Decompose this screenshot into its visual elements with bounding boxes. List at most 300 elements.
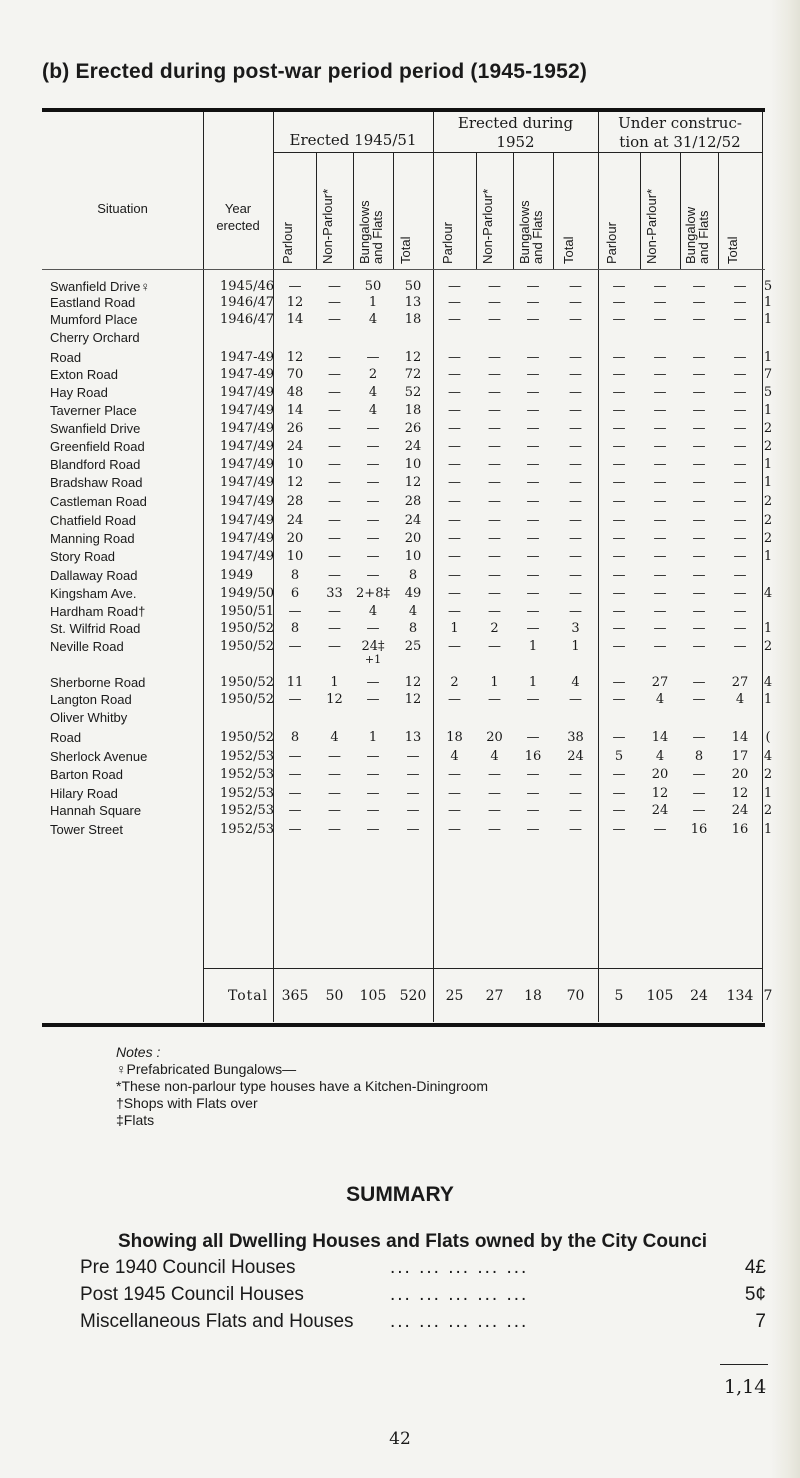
value-cell: —: [448, 639, 461, 654]
situation-cell: Castleman Road: [50, 494, 147, 509]
value-cell: 20: [651, 767, 669, 782]
situation-cell: Swanfield Drive: [50, 421, 141, 436]
year-cell: 1950/52: [220, 730, 275, 745]
value-cell: —: [612, 786, 626, 801]
value-cell: 2: [763, 767, 773, 782]
value-cell: —: [612, 621, 626, 636]
situation-cell: Road: [50, 350, 82, 365]
summary-line: [80, 1311, 770, 1335]
table-row: [42, 730, 772, 749]
value-cell: —: [653, 350, 667, 365]
summary-line-value: 5¢: [744, 1284, 766, 1305]
value-cell: —: [569, 367, 582, 382]
value-cell: —: [406, 822, 420, 837]
value-cell: —: [612, 803, 626, 818]
grid-line: [680, 153, 681, 269]
value-cell: —: [692, 494, 706, 509]
total-cell: 70: [566, 988, 585, 1004]
value-cell: 50: [364, 279, 382, 294]
value-cell: 1: [763, 692, 773, 707]
situation-cell: Oliver Whitby: [50, 710, 128, 725]
total-cell: 105: [646, 988, 674, 1004]
value-cell: 4: [368, 312, 378, 327]
value-cell: 28: [404, 494, 422, 509]
value-cell: —: [328, 621, 341, 636]
year-cell: 1952/53: [220, 749, 275, 764]
table-row: [42, 803, 772, 822]
summary-line-label: Miscellaneous Flats and Houses: [80, 1311, 354, 1332]
value-cell: —: [569, 457, 582, 472]
value-cell: —: [612, 350, 626, 365]
situation-cell: Hay Road: [50, 385, 108, 400]
value-cell: —: [366, 350, 380, 365]
value-cell: —: [448, 279, 461, 294]
grid-line: [203, 968, 762, 969]
value-cell: 4: [450, 749, 459, 764]
table-row: [42, 621, 772, 640]
value-cell: —: [488, 549, 501, 564]
note-line: *These non-parlour type houses have a Kitchen-Diningroom: [116, 1078, 488, 1094]
value-cell: —: [448, 692, 461, 707]
value-cell: —: [328, 531, 341, 546]
value-cell: —: [448, 421, 461, 436]
value-cell: —: [448, 604, 461, 619]
value-cell: —: [328, 786, 341, 801]
value-cell: —: [488, 531, 501, 546]
value-cell: —: [328, 767, 341, 782]
situation-cell: Neville Road: [50, 639, 124, 654]
value-cell: —: [328, 568, 341, 583]
value-cell: 4: [490, 749, 499, 764]
value-cell: —: [488, 767, 501, 782]
year-cell: 1946/47: [220, 312, 275, 327]
value-cell: —: [692, 767, 706, 782]
table-row: [42, 749, 772, 768]
value-cell: —: [366, 513, 380, 528]
value-cell: —: [692, 513, 706, 528]
value-cell: —: [488, 604, 501, 619]
year-cell: 1947/49: [220, 494, 275, 509]
value-cell: 1: [528, 675, 538, 690]
summary-line-dots: ... ... ... ... ...: [390, 1284, 529, 1305]
value-cell: —: [448, 350, 461, 365]
value-cell: 4: [330, 730, 339, 745]
value-cell: —: [692, 350, 706, 365]
situation-cell: Exton Road: [50, 367, 118, 382]
grid-line: [553, 153, 554, 269]
value-cell: 5: [763, 279, 773, 294]
value-cell: 2: [450, 675, 459, 690]
value-cell: 2: [763, 531, 773, 546]
value-cell: —: [328, 367, 341, 382]
col-bungalows-1: Bungalows and Flats: [357, 200, 385, 264]
value-cell: —: [569, 403, 582, 418]
value-cell: 70: [286, 367, 304, 382]
value-cell: —: [366, 568, 380, 583]
table-row: [42, 403, 772, 422]
value-cell: —: [526, 494, 540, 509]
value-cell: 1: [763, 621, 773, 636]
value-cell: —: [526, 604, 540, 619]
value-cell: 4: [735, 692, 745, 707]
value-cell: 5: [763, 385, 773, 400]
value-cell: 1: [368, 730, 378, 745]
value-cell: —: [366, 675, 380, 690]
value-cell: —: [733, 312, 747, 327]
value-cell: —: [366, 692, 380, 707]
value-cell: —: [733, 457, 747, 472]
grid-line: [393, 153, 394, 269]
situation-cell: Hannah Square: [50, 803, 142, 818]
value-cell: —: [733, 295, 747, 310]
notes: [116, 1044, 488, 1129]
value-cell: 50: [404, 279, 422, 294]
value-cell: —: [488, 279, 501, 294]
summary-title: SUMMARY: [346, 1183, 454, 1206]
value-cell: —: [366, 439, 380, 454]
value-cell: —: [653, 457, 667, 472]
value-cell: —: [692, 279, 706, 294]
summary-total: 1,14: [724, 1376, 767, 1398]
value-cell: 12: [286, 475, 304, 490]
year-cell: 1947/49: [220, 457, 275, 472]
summary-subtitle: Showing all Dwelling Houses and Flats owned by the City Counci: [118, 1231, 708, 1252]
value-cell: 26: [286, 421, 304, 436]
value-cell: —: [328, 295, 341, 310]
value-cell: —: [733, 568, 747, 583]
value-cell: —: [526, 279, 540, 294]
table-row: [42, 531, 772, 550]
value-cell: 12: [404, 675, 422, 690]
value-cell: 10: [286, 549, 304, 564]
situation-cell: Chatfield Road: [50, 513, 136, 528]
value-cell: —: [653, 513, 667, 528]
value-cell: —: [488, 586, 501, 601]
value-cell: —: [612, 586, 626, 601]
value-cell: —: [692, 421, 706, 436]
value-cell: 1: [763, 786, 773, 801]
value-cell: —: [692, 675, 706, 690]
value-cell: —: [526, 730, 540, 745]
value-cell: 1: [763, 549, 773, 564]
note-line: ‡Flats: [116, 1112, 155, 1128]
value-cell: —: [692, 385, 706, 400]
value-cell: —: [612, 403, 626, 418]
year-cell: 1952/53: [220, 767, 275, 782]
value-cell: —: [692, 475, 706, 490]
value-cell: 2: [763, 439, 773, 454]
value-cell: —: [488, 295, 501, 310]
year-cell: 1947/49: [220, 421, 275, 436]
value-cell: —: [288, 692, 302, 707]
value-cell: 10: [404, 457, 422, 472]
grid-line: [476, 153, 477, 269]
value-cell: —: [488, 350, 501, 365]
value-cell: —: [526, 475, 540, 490]
col-bungalow-3: Bungalow and Flats: [683, 206, 711, 264]
year-cell: 1947/49: [220, 513, 275, 528]
value-cell: —: [448, 367, 461, 382]
table-row: [42, 549, 772, 568]
total-cell: 365: [281, 988, 309, 1004]
situation-cell: Langton Road: [50, 692, 132, 707]
table-row: [42, 568, 772, 587]
value-cell: —: [733, 549, 747, 564]
value-cell: 8: [290, 730, 300, 745]
value-cell: 1: [763, 822, 773, 837]
value-cell: 12: [286, 295, 304, 310]
value-cell: —: [488, 457, 501, 472]
value-cell: —: [406, 767, 420, 782]
value-cell: 1: [763, 475, 773, 490]
situation-cell: Tower Street: [50, 822, 123, 837]
value-cell: 1: [763, 457, 773, 472]
value-cell: —: [612, 295, 626, 310]
value-cell: —: [733, 385, 747, 400]
value-cell: —: [488, 367, 501, 382]
value-cell: 12: [404, 692, 422, 707]
value-cell: 49: [404, 586, 422, 601]
value-cell: —: [526, 692, 540, 707]
value-cell: 17: [731, 749, 749, 764]
value-cell: —: [526, 767, 540, 782]
value-cell: —: [612, 568, 626, 583]
value-cell: —: [526, 822, 540, 837]
situation-cell: Cherry Orchard: [50, 330, 140, 345]
value-cell: —: [328, 403, 341, 418]
value-cell: 3: [571, 621, 580, 636]
value-cell: —: [569, 385, 582, 400]
value-cell: 8: [408, 568, 418, 583]
value-cell: —: [448, 803, 461, 818]
summary-line-label: Post 1945 Council Houses: [80, 1284, 304, 1305]
value-cell: —: [733, 439, 747, 454]
value-cell: —: [653, 312, 667, 327]
value-cell: —: [366, 494, 380, 509]
value-cell: —: [733, 513, 747, 528]
value-cell: 2: [763, 639, 773, 654]
value-cell: —: [612, 279, 626, 294]
value-cell: 25: [404, 639, 422, 654]
situation-cell: Bradshaw Road: [50, 475, 143, 490]
value-cell: 20: [404, 531, 422, 546]
value-cell: —: [328, 279, 341, 294]
table-row: [42, 457, 772, 476]
value-cell: —: [692, 604, 706, 619]
value-cell: —: [569, 549, 582, 564]
value-subnote: +1: [364, 653, 382, 666]
value-cell: —: [288, 639, 302, 654]
summary-line-value: 7: [755, 1311, 766, 1332]
value-cell: —: [569, 822, 582, 837]
value-cell: —: [448, 403, 461, 418]
col-total-2: Total: [561, 236, 576, 264]
value-cell: —: [733, 475, 747, 490]
value-cell: 4: [655, 749, 665, 764]
value-cell: —: [569, 786, 582, 801]
col-nonparlour-3: Non-Parlour*: [644, 188, 659, 264]
group-header-erected-1952: Erected during 1952: [457, 114, 574, 151]
value-cell: —: [448, 457, 461, 472]
value-cell: 24: [286, 439, 304, 454]
value-cell: 24: [651, 803, 669, 818]
value-cell: —: [366, 421, 380, 436]
value-cell: 1: [528, 639, 538, 654]
value-cell: —: [569, 767, 582, 782]
value-cell: —: [488, 494, 501, 509]
value-cell: —: [526, 568, 540, 583]
value-cell: 4: [763, 675, 773, 690]
value-cell: —: [569, 421, 582, 436]
value-cell: 4: [655, 692, 665, 707]
value-cell: —: [328, 475, 341, 490]
value-cell: —: [488, 475, 501, 490]
value-cell: —: [569, 350, 582, 365]
value-cell: 8: [694, 749, 704, 764]
value-cell: —: [612, 675, 626, 690]
value-cell: —: [692, 586, 706, 601]
value-cell: —: [733, 621, 747, 636]
value-cell: 24: [404, 439, 422, 454]
situation-cell: St. Wilfrid Road: [50, 621, 141, 636]
value-cell: —: [692, 439, 706, 454]
table-row: [42, 312, 772, 331]
value-cell: 28: [286, 494, 304, 509]
page-edge: [770, 0, 800, 1478]
total-cell: 134: [726, 988, 754, 1004]
value-cell: —: [406, 749, 420, 764]
value-cell: —: [526, 786, 540, 801]
value-cell: —: [328, 494, 341, 509]
value-cell: 27: [731, 675, 749, 690]
col-total-3: Total: [725, 236, 740, 264]
value-cell: —: [526, 350, 540, 365]
value-cell: —: [328, 639, 341, 654]
value-cell: 18: [446, 730, 463, 745]
value-cell: —: [653, 531, 667, 546]
value-cell: —: [653, 421, 667, 436]
table-row: [42, 421, 772, 440]
value-cell: 1: [763, 312, 773, 327]
value-cell: —: [488, 403, 501, 418]
value-cell: —: [328, 604, 341, 619]
value-cell: —: [328, 749, 341, 764]
value-cell: 2: [490, 621, 499, 636]
situation-cell: Eastland Road: [50, 295, 136, 310]
year-cell: 1947/49: [220, 531, 275, 546]
value-cell: —: [569, 586, 582, 601]
table-row: [42, 385, 772, 404]
value-cell: —: [526, 295, 540, 310]
table-row: [42, 330, 772, 349]
value-cell: 14: [651, 730, 669, 745]
year-cell: 1950/52: [220, 639, 275, 654]
value-cell: —: [328, 312, 341, 327]
value-cell: 1: [490, 675, 499, 690]
value-cell: 20: [286, 531, 304, 546]
value-cell: —: [488, 568, 501, 583]
value-cell: 4: [763, 749, 773, 764]
grid-line: [353, 153, 354, 269]
value-cell: —: [733, 586, 747, 601]
year-cell: 1950/51: [220, 604, 275, 619]
value-cell: 4: [571, 675, 580, 690]
value-cell: —: [366, 531, 380, 546]
value-cell: —: [366, 621, 380, 636]
value-cell: —: [526, 531, 540, 546]
value-cell: 12: [326, 692, 343, 707]
value-cell: 5: [614, 749, 624, 764]
value-cell: 16: [690, 822, 708, 837]
table-row: [42, 513, 772, 532]
value-cell: —: [692, 457, 706, 472]
value-cell: —: [366, 803, 380, 818]
value-cell: —: [526, 439, 540, 454]
value-cell: 12: [404, 475, 422, 490]
value-cell: —: [612, 312, 626, 327]
year-cell: 1950/52: [220, 692, 275, 707]
value-cell: —: [488, 421, 501, 436]
value-cell: —: [328, 457, 341, 472]
value-cell: 12: [286, 350, 304, 365]
value-cell: —: [692, 803, 706, 818]
value-cell: —: [653, 604, 667, 619]
value-cell: 24: [404, 513, 422, 528]
situation-cell: Road: [50, 730, 82, 745]
value-cell: —: [692, 568, 706, 583]
value-cell: 24: [731, 803, 749, 818]
value-cell: —: [526, 513, 540, 528]
year-cell: 1947/49: [220, 439, 275, 454]
value-cell: —: [653, 586, 667, 601]
value-cell: —: [526, 586, 540, 601]
value-cell: —: [328, 822, 341, 837]
value-cell: —: [569, 531, 582, 546]
value-cell: 13: [404, 730, 422, 745]
value-cell: —: [288, 803, 302, 818]
value-cell: —: [526, 549, 540, 564]
col-nonparlour-2: Non-Parlour*: [480, 188, 495, 264]
value-cell: —: [653, 295, 667, 310]
value-cell: —: [288, 604, 302, 619]
value-cell: —: [569, 279, 582, 294]
table-row: [42, 639, 773, 666]
value-cell: —: [366, 822, 380, 837]
situation-cell: Hardham Road†: [50, 604, 146, 619]
value-cell: 18: [404, 312, 422, 327]
value-cell: —: [366, 549, 380, 564]
value-cell: —: [366, 786, 380, 801]
value-cell: —: [366, 749, 380, 764]
value-cell: —: [733, 367, 747, 382]
value-cell: —: [569, 475, 582, 490]
summary-line: [80, 1284, 770, 1308]
value-cell: —: [692, 730, 706, 745]
situation-cell: Hilary Road: [50, 786, 118, 801]
value-cell: —: [653, 439, 667, 454]
situation-cell: Barton Road: [50, 767, 123, 782]
grid-line: [718, 153, 719, 269]
value-cell: 38: [567, 730, 584, 745]
total-cell: 520: [399, 988, 427, 1004]
note-line: ♀Prefabricated Bungalows—: [116, 1061, 297, 1077]
total-cell: 7: [763, 988, 773, 1004]
total-cell: 5: [614, 988, 624, 1004]
table-row: [42, 767, 772, 786]
value-cell: —: [569, 692, 582, 707]
value-cell: —: [612, 692, 626, 707]
table-row: [42, 439, 772, 458]
